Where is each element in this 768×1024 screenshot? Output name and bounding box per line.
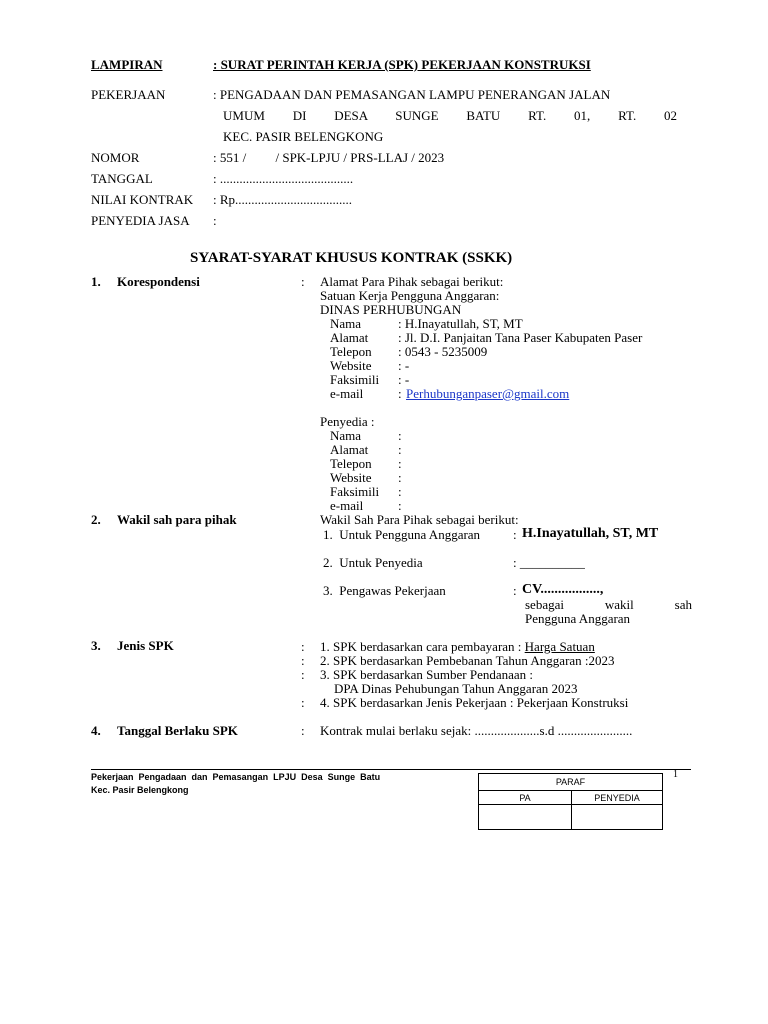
pengguna-alamat-label: Alamat	[330, 330, 369, 345]
pengguna-email-label: e-mail	[330, 386, 364, 401]
wakil-item-3-desc-1: sebagai wakil sah	[525, 597, 692, 612]
pengguna-telepon-value: : 0543 - 5235009	[398, 344, 488, 359]
pengguna-faksimili-value: : -	[398, 372, 410, 387]
wakil-item-3-colon: :	[513, 583, 517, 598]
tanggal-value: : .........................................	[213, 171, 354, 186]
footer-line-1: Pekerjaan Pengadaan dan Pemasangan LPJU Desa Sunge Batu	[91, 772, 381, 782]
pengguna-faksimili-label: Faksimili	[330, 372, 380, 387]
pengguna-website-label: Website	[330, 358, 372, 373]
penyedia-title: Penyedia :	[320, 414, 375, 429]
footer-line-2: Kec. Pasir Belengkong	[91, 785, 189, 795]
nomor-label: NOMOR	[91, 150, 140, 165]
nomor-value: : 551 / / SPK-LPJU / PRS-LLAJ / 2023	[213, 150, 445, 165]
paraf-penyedia-cell[interactable]	[572, 805, 663, 830]
dinas-name: DINAS PERHUBUNGAN	[320, 302, 462, 317]
lampiran-value: : SURAT PERINTAH KERJA (SPK) PEKERJAAN KONSTRUKSI	[213, 57, 591, 72]
paraf-pa-header: PA	[479, 791, 572, 805]
section-4-title: Tanggal Berlaku SPK	[117, 723, 238, 738]
jenis-colon-3: :	[301, 667, 305, 682]
page-number: 1	[673, 769, 678, 780]
penyedia-telepon-value: :	[398, 456, 402, 471]
footer-divider	[91, 769, 691, 770]
pengguna-alamat-value: : Jl. D.I. Panjaitan Tana Paser Kabupaten Paser	[398, 330, 643, 345]
pekerjaan-line-3: KEC. PASIR BELENGKONG	[223, 129, 384, 144]
wakil-sah-intro: Wakil Sah Para Pihak sebagai berikut:	[320, 512, 519, 527]
pengguna-telepon-label: Telepon	[330, 344, 372, 359]
jenis-line-2: 2. SPK berdasarkan Pembebanan Tahun Anggaran :2023	[320, 653, 615, 668]
jenis-colon-4: :	[301, 695, 305, 710]
pengguna-nama-value: : H.Inayatullah, ST, MT	[398, 316, 523, 331]
kontrak-berlaku-text: Kontrak mulai berlaku sejak: ....................s.d .......................	[320, 723, 633, 738]
jenis-line-4: 4. SPK berdasarkan Jenis Pekerjaan : Pekerjaan Konstruksi	[320, 695, 629, 710]
penyedia-faksimili-value: :	[398, 484, 402, 499]
section-3-title: Jenis SPK	[117, 638, 174, 653]
pengguna-nama-label: Nama	[330, 316, 362, 331]
penyedia-alamat-value: :	[398, 442, 402, 457]
jenis-colon-2: :	[301, 653, 305, 668]
section-1-number: 1.	[91, 274, 101, 289]
penyedia-email-value: :	[398, 498, 402, 513]
section-4-number: 4.	[91, 723, 101, 738]
satuan-kerja-label: Satuan Kerja Pengguna Anggaran:	[320, 288, 500, 303]
nilai-kontrak-value: : Rp....................................	[213, 192, 353, 207]
section-3-number: 3.	[91, 638, 101, 653]
penyedia-jasa-label: PENYEDIA JASA	[91, 213, 190, 228]
email-link[interactable]: Perhubunganpaser@gmail.com	[406, 386, 570, 401]
tanggal-label: TANGGAL	[91, 171, 153, 186]
penyedia-website-value: :	[398, 470, 402, 485]
wakil-item-1-colon: :	[513, 527, 517, 542]
penyedia-faksimili-label: Faksimili	[330, 484, 380, 499]
wakil-item-3-label: 3. Pengawas Pekerjaan	[323, 583, 446, 598]
wakil-item-3-desc-2: Pengguna Anggaran	[525, 611, 631, 626]
jenis-line-3b: DPA Dinas Pehubungan Tahun Anggaran 2023	[334, 681, 578, 696]
pekerjaan-label: PEKERJAAN	[91, 87, 166, 102]
penyedia-website-label: Website	[330, 470, 372, 485]
penyedia-telepon-label: Telepon	[330, 456, 372, 471]
wakil-item-1-value: H.Inayatullah, ST, MT	[522, 526, 659, 541]
penyedia-nama-label: Nama	[330, 428, 362, 443]
section-1-colon: :	[301, 274, 305, 289]
penyedia-nama-value: :	[398, 428, 402, 443]
pekerjaan-line-2: UMUM DI DESA SUNGE BATU RT. 01, RT. 02	[223, 108, 677, 123]
section-1-title: Korespondensi	[117, 274, 200, 289]
paraf-penyedia-header: PENYEDIA	[572, 791, 663, 805]
section-4-colon: :	[301, 723, 305, 738]
section-2-title: Wakil sah para pihak	[117, 512, 237, 527]
harga-satuan-link: Harga Satuan	[524, 639, 595, 654]
paraf-table	[478, 773, 663, 830]
penyedia-jasa-value: :	[213, 213, 217, 228]
paraf-header: PARAF	[479, 774, 663, 791]
pengguna-email-colon: :	[398, 386, 402, 401]
jenis-line-1-prefix: 1. SPK berdasarkan cara pembayaran :	[320, 639, 525, 654]
wakil-item-3-value: CV.................,	[522, 582, 604, 597]
jenis-line-3: 3. SPK berdasarkan Sumber Pendanaan :	[320, 667, 534, 682]
page-title: SYARAT-SYARAT KHUSUS KONTRAK (SSKK)	[190, 250, 513, 266]
wakil-item-1-label: 1. Untuk Pengguna Anggaran	[323, 527, 481, 542]
korespondensi-intro: Alamat Para Pihak sebagai berikut:	[320, 274, 504, 289]
section-2-number: 2.	[91, 512, 101, 527]
jenis-colon-1: :	[301, 639, 305, 654]
pekerjaan-line-1: : PENGADAAN DAN PEMASANGAN LAMPU PENERANGAN JALAN	[213, 87, 611, 102]
paraf-pa-cell[interactable]	[479, 805, 572, 830]
wakil-item-2-value: : __________	[513, 555, 585, 570]
penyedia-alamat-label: Alamat	[330, 442, 369, 457]
lampiran-label: LAMPIRAN	[91, 57, 163, 72]
penyedia-email-label: e-mail	[330, 498, 364, 513]
wakil-item-2-label: 2. Untuk Penyedia	[323, 555, 423, 570]
nilai-kontrak-label: NILAI KONTRAK	[91, 192, 194, 207]
pengguna-website-value: : -	[398, 358, 410, 373]
